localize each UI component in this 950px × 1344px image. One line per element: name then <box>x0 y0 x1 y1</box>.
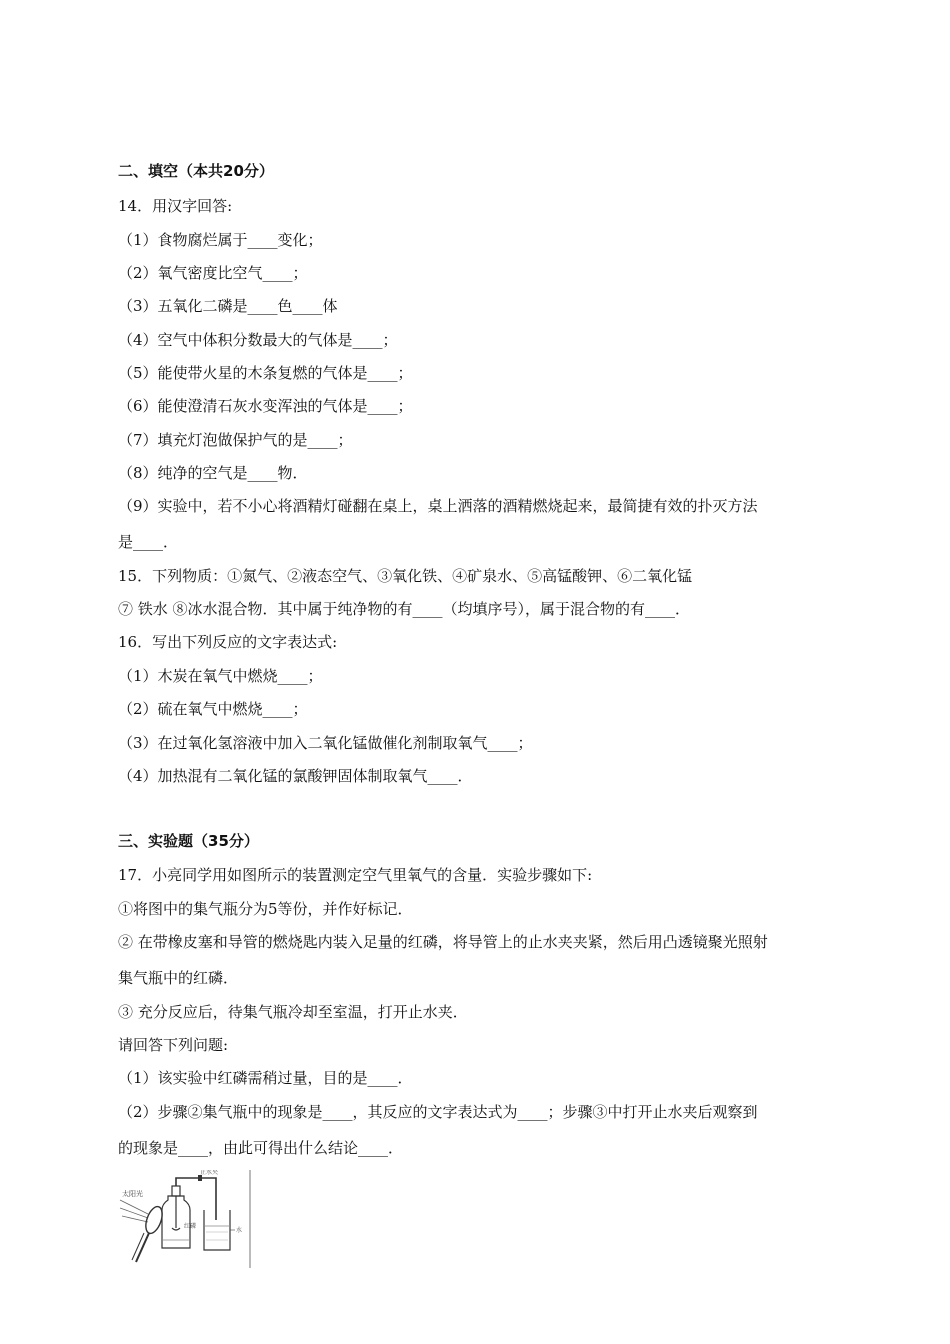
sunlight-label: 太阳光 <box>122 1190 143 1198</box>
q14-item-4: （4）空气中体积分数最大的气体是____； <box>118 331 398 349</box>
apparatus-figure <box>118 1170 256 1270</box>
q14-item-9-cont: 是____． <box>118 533 179 551</box>
glass-tube <box>176 1178 216 1220</box>
q14-item-8: （8）纯净的空气是____物． <box>118 464 308 482</box>
q14-stem: 14．用汉字回答: <box>118 197 233 215</box>
q16-item-1: （1）木炭在氧气中燃烧____； <box>118 667 323 685</box>
red-phosphorus-label: 红磷 <box>184 1223 197 1230</box>
q17-line-5: ③ 充分反应后，待集气瓶冷却至室温，打开止水夹． <box>118 1003 468 1021</box>
q17-line-3: ② 在带橡皮塞和导管的燃烧匙内装入足量的红磷，将导管上的止水夹夹紧，然后用凸透镜聚光照射 <box>118 933 768 951</box>
q14-item-7: （7）填充灯泡做保护气的是____； <box>118 431 353 449</box>
q16-item-2: （2）硫在氧气中燃烧____； <box>118 700 308 718</box>
q17-line-6: 请回答下列问题: <box>118 1036 229 1054</box>
q14-item-1: （1）食物腐烂属于____变化； <box>118 231 323 249</box>
section-3-heading: 三、实验题（35分） <box>118 832 259 850</box>
q14-item-2: （2）氧气密度比空气____； <box>118 264 308 282</box>
q17-line-1: 17．小亮同学用如图所示的装置测定空气里氧气的含量．实验步骤如下: <box>118 866 593 884</box>
q17-line-2: ①将图中的集气瓶分为5等份，并作好标记． <box>118 900 413 918</box>
section-2-heading: 二、填空（本共20分） <box>118 162 274 180</box>
clamp-label: 止水夹 <box>200 1170 219 1176</box>
q14-item-3: （3）五氧化二磷是____色____体 <box>118 297 338 315</box>
q16-item-3: （3）在过氧化氢溶液中加入二氧化锰做催化剂制取氧气____； <box>118 734 533 752</box>
q17-line-4: 集气瓶中的红磷． <box>118 969 239 987</box>
q16-stem: 16．写出下列反应的文字表达式: <box>118 633 338 651</box>
gas-bottle-icon <box>162 1186 190 1248</box>
q16-item-4: （4）加热混有二氧化锰的氯酸钾固体制取氧气____． <box>118 767 473 785</box>
sun-rays <box>120 1200 148 1222</box>
q14-item-9: （9）实验中，若不小心将酒精灯碰翻在桌上，桌上洒落的酒精燃烧起来，最简捷有效的扑灭方法 <box>118 497 758 515</box>
beaker-icon <box>204 1210 230 1250</box>
q17-line-8: （2）步骤②集气瓶中的现象是____，其反应的文字表达式为____；步骤③中打开止水夹后观察到 <box>118 1103 758 1121</box>
q14-item-6: （6）能使澄清石灰水变浑浊的气体是____； <box>118 397 413 415</box>
q14-item-5: （5）能使带火星的木条复燃的气体是____； <box>118 364 413 382</box>
q17-line-9: 的现象是____，由此可得出什么结论____． <box>118 1139 404 1157</box>
q15-line-2: ⑦ 铁水 ⑧冰水混合物．其中属于纯净物的有____（均填序号），属于混合物的有____． <box>118 600 691 618</box>
q17-line-7: （1）该实验中红磷需稍过量，目的是____． <box>118 1069 413 1087</box>
q15-line-1: 15．下列物质：①氮气、②液态空气、③氧化铁、④矿泉水、⑤高锰酸钾、⑥二氧化锰 <box>118 567 693 585</box>
water-label: 水 <box>236 1227 243 1234</box>
